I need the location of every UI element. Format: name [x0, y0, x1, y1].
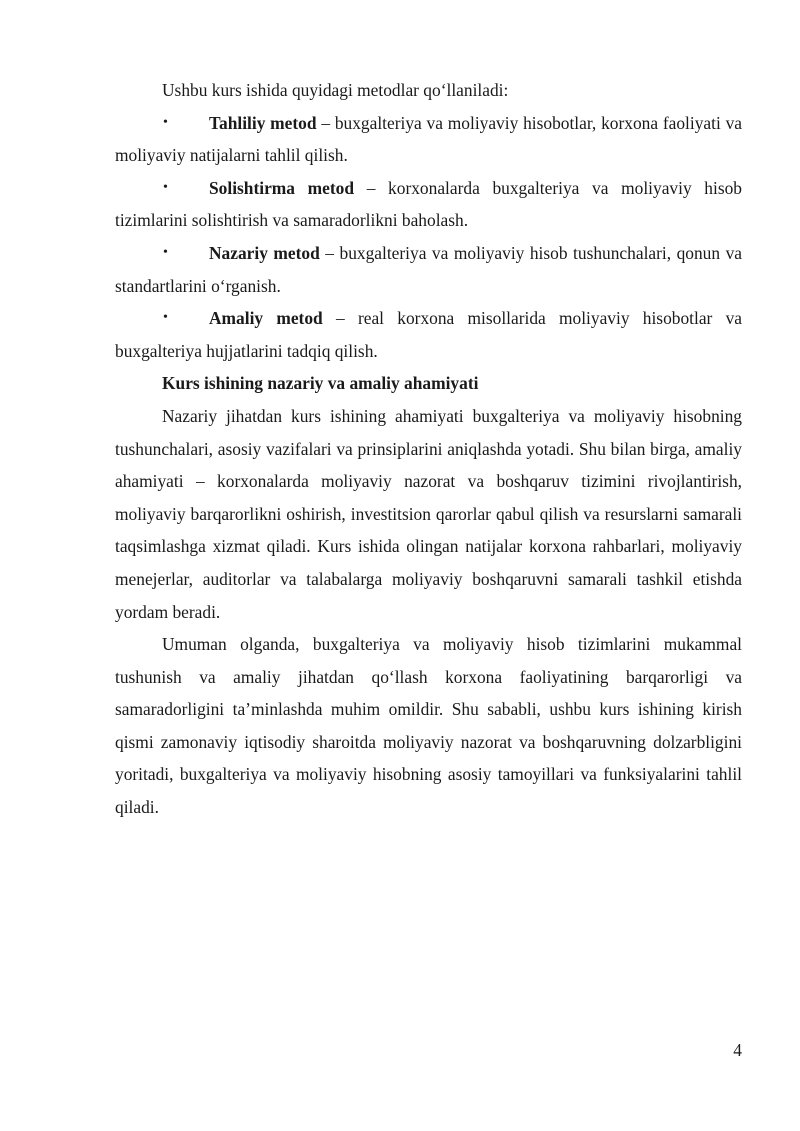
- method-description: – buxgalteriya va moliyaviy hisob tushunchalari, qonun va standartlarini o‘rganish.: [115, 242, 742, 296]
- page-number: 4: [733, 1040, 742, 1060]
- method-term: Solishtirma metod: [209, 177, 355, 198]
- section-heading: Kurs ishining nazariy va amaliy ahamiyati: [162, 373, 479, 394]
- method-term: Nazariy metod: [209, 242, 320, 263]
- bullet-icon: •: [163, 244, 168, 260]
- bullet-icon: •: [163, 179, 168, 195]
- method-description: – real korxona misollarida moliyaviy hisobotlar va buxgalteriya hujjatlarini tadqiq qilish.: [115, 308, 742, 361]
- method-term: Amaliy metod: [209, 308, 323, 329]
- body-paragraph: Nazariy jihatdan kurs ishining ahamiyati buxgalteriya va moliyaviy hisobning tushunchalari, asosiy vazifalari va prinsiplarini aniqlashda yotadi. Shu bilan birga, amaliy ahamiyati – korxonalarda moliyaviy nazorat va boshqaruv tizimini rivojlantirish, moliyaviy barqarorlikni oshirish, investitsion qarorlar qabul qilish va resurslarni samarali taqsimlashga xizmat qiladi. Kurs ishida olingan natijalar korxona rahbarlari, moliyaviy menejerlar, auditorlar va talabalarga moliyaviy boshqaruvni samarali tashkil etishda yordam beradi.: [115, 405, 742, 622]
- body-paragraph: Umuman olganda, buxgalteriya va moliyaviy hisob tizimlarini mukammal tushunish va amaliy jihatdan qo‘llash korxona faoliyatining barqarorligi va samaradorligini ta’minlashda muhim omildir. Shu sababli, ushbu kurs ishining kirish qismi zamonaviy iqtisodiy sharoitda moliyaviy nazorat va boshqaruvning dolzarbligini yoritadi, buxgalteriya va moliyaviy hisobning asosiy tamoyillari va funksiyalarini tahlil qiladi.: [115, 634, 742, 818]
- intro-paragraph: Ushbu kurs ishida quyidagi metodlar qo‘llaniladi:: [162, 80, 509, 100]
- list-item: [115, 302, 742, 367]
- method-description: – korxonalarda buxgalteriya va moliyaviy hisob tizimlarini solishtirish va samaradorlikni baholash.: [115, 177, 742, 231]
- method-description: – buxgalteriya va moliyaviy hisobotlar, korxona faoliyati va moliyaviy natijalarni tahlil qilish.: [115, 112, 743, 166]
- bullet-icon: •: [163, 114, 168, 130]
- list-item: [115, 237, 742, 302]
- page-content: [115, 74, 742, 824]
- bullet-icon: •: [163, 310, 168, 326]
- list-item: [115, 107, 742, 172]
- list-item: [115, 172, 742, 237]
- method-term: Tahliliy metod: [209, 112, 317, 133]
